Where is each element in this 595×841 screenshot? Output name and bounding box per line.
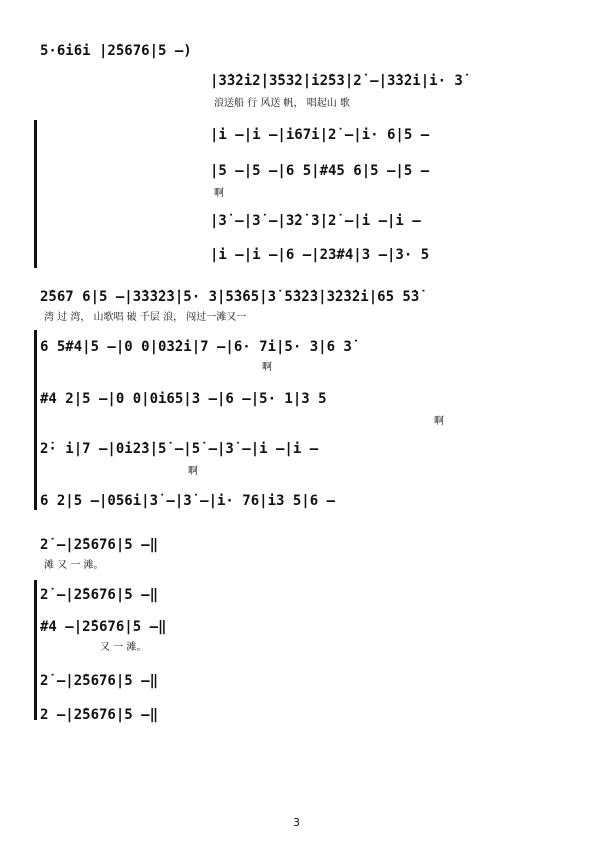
system-1-staff-1 <box>210 72 565 92</box>
staff-notes: |i –|i –|i67i|2̇ –|i· 6|5 – <box>210 127 430 143</box>
system-1-staff-5 <box>210 246 565 266</box>
staff-notes: 2̇ –|2̇5676|5 –‖ <box>40 587 159 603</box>
system-2-lyrics-2: 啊 <box>262 362 272 373</box>
system-3-lyrics-1: 滩 又 一 滩。 <box>44 560 104 571</box>
intro-notes: 5·6i6i |2̇5676|5 –) <box>40 43 192 59</box>
system-1-brace <box>34 120 37 268</box>
staff-notes: 2 –|2̇5676|5 –‖ <box>40 707 159 723</box>
staff-notes: #4 2|5 –|0 0|0i65|3 –|6 –|5· 1|3 5 <box>40 391 327 407</box>
staff-notes: #4 –|2̇5676|5 –‖ <box>40 619 167 635</box>
staff-notes: 6 2|5 –|056i|3̇ –|3̇ –|i· 76|i3 5|6 – <box>40 493 336 509</box>
system-3-lyrics-3: 又 一 滩。 <box>100 642 147 653</box>
system-2-staff-1 <box>40 288 565 308</box>
system-3-staff-1 <box>40 536 240 556</box>
system-2-staff-3 <box>40 390 565 410</box>
system-1-lyrics-3: 啊 <box>214 188 224 199</box>
staff-notes: 2̇ –|2̇5676|5 –‖ <box>40 673 159 689</box>
system-1-staff-2 <box>210 126 565 146</box>
staff-notes: 6 5#4|5 –|0 0|03̇2̇i|7 –|6· 7i|5· 3|6 3̇ <box>40 339 352 355</box>
system-2-staff-5 <box>40 492 565 512</box>
system-2-lyrics-1: 湾 过 湾， 山歌唱 破 千层 浪， 闯过一滩又一 <box>44 312 247 323</box>
staff-notes: |5 –|5 –|6 5|#45 6|5 –|5 – <box>210 163 430 179</box>
staff-notes: |3̇3̇2̇i2̇|3̇53̇2̇|i2̇53̇|2̇ –|3̇3̇2̇i|i· 3̇ <box>210 73 463 89</box>
system-1-staff-3 <box>210 162 565 182</box>
staff-notes: |3̇ –|3̇ –|3̇2̇ 3̇|2̇ –|i –|i – <box>210 213 421 229</box>
system-3-staff-5 <box>40 706 240 726</box>
system-2-staff-2 <box>40 338 565 358</box>
system-2-staff-4 <box>40 440 565 460</box>
system-2-lyrics-3: 啊 <box>434 416 444 427</box>
system-3-staff-3 <box>40 618 240 638</box>
system-1-lyrics-1: 浪送船 行 风送 帆， 唱起山 歌 <box>214 98 350 109</box>
staff-notes: 2̇567 6|5 –|3̇3̇3̇2̇3̇|5· 3̇|5̇3̇65̇|3̇ 5̇3̇2̇3̇|3̇2̇3̇2̇i|65 5̇3̇ <box>40 289 420 305</box>
system-2-brace <box>34 330 37 510</box>
system-3-staff-2 <box>40 586 240 606</box>
page-number: 3 <box>293 816 300 829</box>
system-2-lyrics-4: 啊 <box>188 466 198 477</box>
system-1-staff-4 <box>210 212 565 232</box>
system-3-brace <box>34 580 37 720</box>
staff-notes: 2̇ –|2̇5676|5 –‖ <box>40 537 159 553</box>
staff-notes: |i –|i –|6 –|23#4|3 –|3· 5 <box>210 247 430 263</box>
intro-row <box>40 42 230 62</box>
staff-notes: 2̇· i|7 –|0i2̇3̇|5̇ –|5̇ –|3̇ –|i –|i – <box>40 441 319 457</box>
system-3-staff-4 <box>40 672 240 692</box>
